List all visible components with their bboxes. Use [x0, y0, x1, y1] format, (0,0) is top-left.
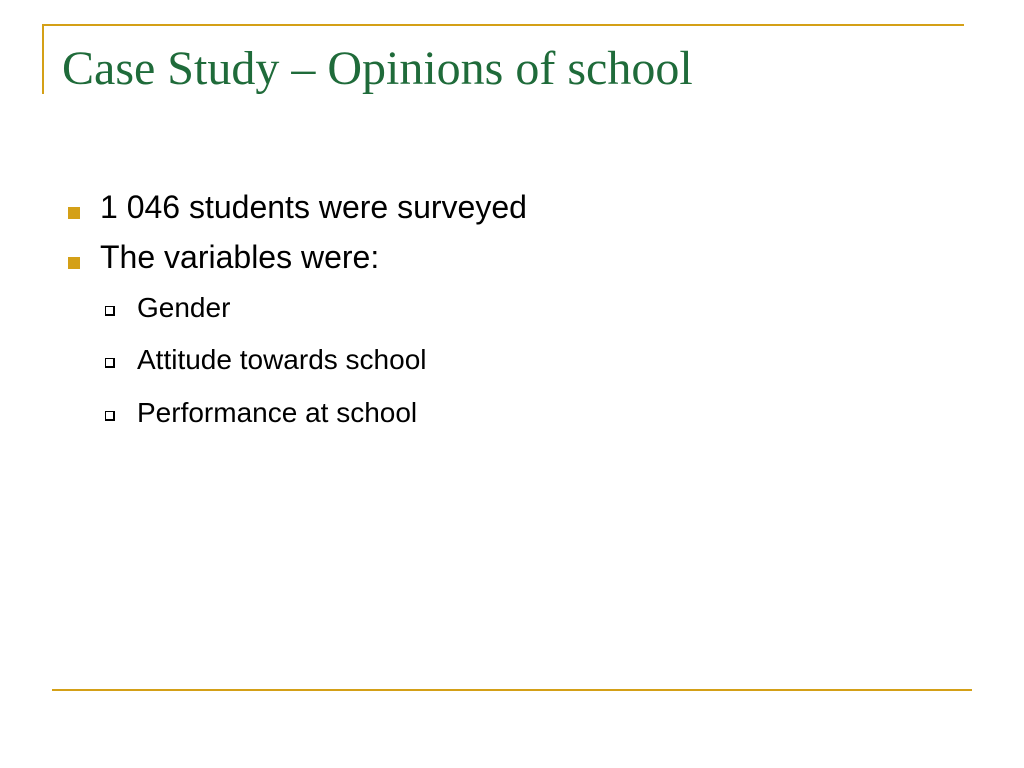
- bullet-item: [62, 238, 527, 429]
- footer-line: [52, 689, 972, 691]
- bullet-text: 1 046 students were surveyed: [100, 189, 527, 225]
- square-bullet-icon: [68, 207, 80, 219]
- sub-bullet-item: [62, 291, 527, 325]
- slide-title: Case Study – Opinions of school: [62, 42, 693, 95]
- bullet-text: The variables were:: [100, 239, 380, 276]
- sub-bullet-item: [62, 343, 527, 377]
- bullet-list: [62, 188, 527, 449]
- hollow-square-bullet-icon: [105, 306, 115, 316]
- sub-bullet-item: [62, 396, 527, 430]
- sub-bullet-list: [62, 291, 527, 430]
- sub-bullet-text: Attitude towards school: [137, 344, 427, 376]
- bullet-item: [62, 188, 527, 226]
- sub-bullet-text: Gender: [137, 291, 231, 323]
- hollow-square-bullet-icon: [105, 411, 115, 421]
- sub-bullet-text: Performance at school: [137, 396, 418, 428]
- square-bullet-icon: [68, 257, 80, 269]
- hollow-square-bullet-icon: [105, 358, 115, 368]
- frame-top-line: [42, 24, 964, 26]
- frame-left-line: [42, 24, 44, 94]
